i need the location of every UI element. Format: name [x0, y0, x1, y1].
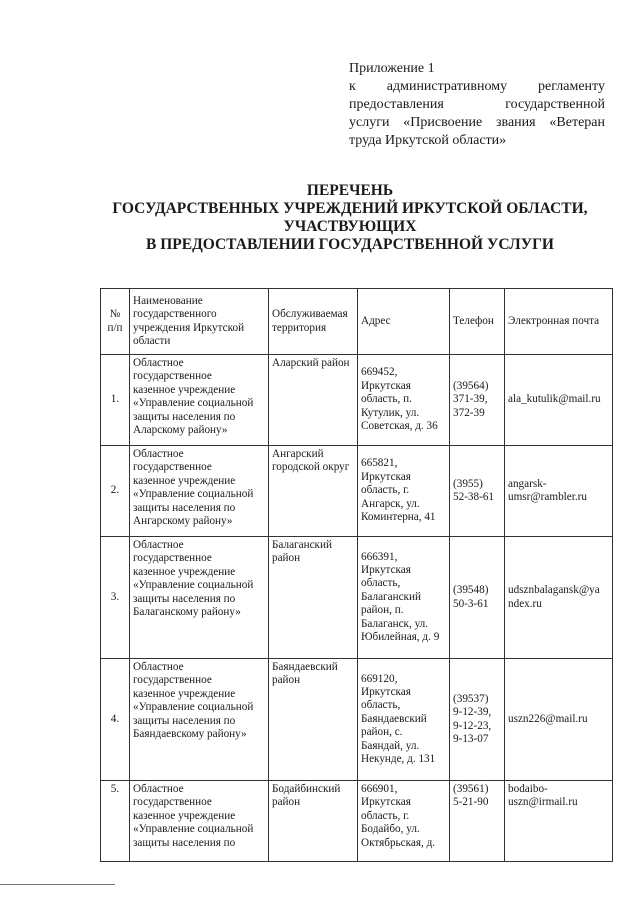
cell-text-line: Областное [133, 448, 184, 460]
cell-email [505, 781, 613, 862]
cell-text-line: государственное [133, 674, 212, 687]
cell-number: 5. [101, 781, 130, 862]
cell-text-line: Иркутская [361, 470, 411, 483]
cell-text-line: 372-39 [453, 406, 485, 419]
document-title [60, 182, 640, 254]
cell-territory [269, 446, 358, 537]
header-email [505, 289, 613, 355]
cell-text-line: umsr@rambler.ru [508, 491, 587, 503]
cell-text-line: Областное [133, 661, 184, 673]
cell-text-line: Ангарск, ул. [361, 497, 420, 510]
cell-text-line: район, п. [361, 604, 404, 617]
header-text-line: № [109, 308, 121, 321]
cell-text-line: Некунде, д. 131 [361, 753, 436, 766]
cell-text-line: Баяндаевскому району» [133, 728, 247, 741]
cell-text-line: (39561) [453, 783, 489, 795]
title-line: ГОСУДАРСТВЕННЫХ УЧРЕЖДЕНИЙ ИРКУТСКОЙ ОБЛАСТИ, [112, 200, 588, 217]
cell-text-line: Балаганский [361, 590, 421, 603]
appendix-line: Приложение 1 [349, 61, 435, 76]
cell-text-line: 9-13-07 [453, 732, 489, 745]
cell-text-line: Аларскому району» [133, 424, 228, 437]
cell-text-line: (39564) [453, 379, 489, 392]
cell-text-line: 666391, [361, 550, 398, 563]
cell-text-line: городской округ [272, 461, 350, 474]
cell-text-line: Советская, д. 36 [361, 420, 438, 433]
cell-text-line: защиты населения по [133, 836, 236, 849]
cell-address [358, 537, 450, 659]
appendix-line: к административному регламенту [349, 79, 605, 94]
cell-address [358, 659, 450, 781]
cell-text-line: Бодайбо, ул. [361, 823, 420, 836]
cell-text-line: казенное учреждение [133, 474, 236, 487]
cell-text-line: казенное учреждение [133, 809, 236, 822]
cell-text-line: ndex.ru [508, 597, 542, 610]
cell-text-line: Иркутская [361, 563, 411, 576]
header-territory [269, 289, 358, 355]
table-row [101, 781, 613, 862]
cell-number: 3. [101, 537, 130, 659]
header-text-line: Обслуживаемая [272, 308, 348, 321]
cell-phone [450, 355, 505, 446]
cell-text-line: «Управление социальной [133, 579, 254, 592]
appendix-note [349, 60, 605, 150]
cell-phone [450, 537, 505, 659]
cell-text-line: Октябрьская, д. [361, 836, 436, 849]
cell-text-line: 666901, [361, 783, 398, 795]
table-row [101, 537, 613, 659]
cell-territory [269, 781, 358, 862]
cell-text-line: bodaibo- [508, 783, 548, 795]
header-text-line: государственного [133, 308, 217, 321]
cell-email [505, 446, 613, 537]
header-text-line: Адрес [361, 314, 391, 327]
cell-text-line: 9-12-23, [453, 719, 492, 732]
appendix-line: труда Иркутской области» [349, 133, 507, 148]
cell-text-line: защиты населения по [133, 410, 236, 423]
cell-text-line: район, с. [361, 726, 403, 739]
cell-text-line: защиты населения по [133, 714, 236, 727]
cell-territory [269, 659, 358, 781]
cell-number: 4. [101, 659, 130, 781]
cell-text-line: Областное [133, 783, 184, 795]
cell-text-line: 669452, [361, 366, 398, 379]
cell-address [358, 781, 450, 862]
cell-text-line: «Управление социальной [133, 701, 254, 714]
cell-text-line: Балаганский [272, 539, 332, 551]
cell-institution-name [130, 446, 269, 537]
header-text-line: области [133, 334, 171, 347]
cell-text-line: область, п. [361, 393, 412, 406]
cell-text-line: казенное учреждение [133, 565, 236, 578]
cell-text-line: государственное [133, 552, 212, 565]
cell-text-line: Баяндаевский [361, 712, 427, 725]
cell-text-line: государственное [133, 796, 212, 809]
cell-text-line: государственное [133, 370, 212, 383]
cell-text-line: angarsk- [508, 477, 547, 490]
header-address [358, 289, 450, 355]
cell-text-line: Бодайбинский [272, 783, 341, 795]
cell-institution-name [130, 781, 269, 862]
cell-text-line: 9-12-39, [453, 706, 492, 719]
cell-text-line: Коминтерна, 41 [361, 511, 436, 524]
cell-text-line: (39537) [453, 692, 489, 705]
cell-territory [269, 355, 358, 446]
cell-text-line: казенное учреждение [133, 687, 236, 700]
cell-phone [450, 446, 505, 537]
page-footer-line [0, 884, 115, 885]
header-text-line: Наименование [133, 294, 203, 307]
cell-text-line: uszn226@mail.ru [508, 712, 588, 725]
cell-text-line: район [272, 552, 301, 565]
cell-text-line: Юбилейная, д. 9 [361, 631, 440, 644]
cell-text-line: область, г. [361, 484, 410, 497]
cell-text-line: район [272, 796, 301, 809]
cell-text-line: «Управление социальной [133, 488, 254, 501]
title-line: В ПРЕДОСТАВЛЕНИИ ГОСУДАРСТВЕННОЙ УСЛУГИ [146, 236, 554, 253]
header-text-line: Электронная почта [508, 314, 600, 327]
cell-text-line: Областное [133, 539, 184, 551]
cell-text-line: Областное [133, 357, 184, 369]
cell-text-line: Ангарскому району» [133, 515, 233, 528]
cell-email [505, 355, 613, 446]
cell-text-line: государственное [133, 461, 212, 474]
header-text-line: Телефон [453, 314, 494, 327]
header-phone [450, 289, 505, 355]
cell-text-line: казенное учреждение [133, 383, 236, 396]
cell-text-line: 50-3-61 [453, 597, 489, 610]
cell-text-line: (39548) [453, 584, 489, 597]
cell-institution-name [130, 659, 269, 781]
cell-text-line: Иркутская [361, 379, 411, 392]
cell-text-line: Иркутская [361, 796, 411, 809]
cell-text-line: Балаганскому району» [133, 606, 241, 619]
cell-text-line: ala_kutulik@mail.ru [508, 393, 601, 406]
cell-text-line: район [272, 674, 301, 687]
header-number [101, 289, 130, 355]
cell-text-line: 52-38-61 [453, 491, 495, 503]
cell-text-line: 669120, [361, 672, 398, 685]
header-text-line: учреждения Иркутской [133, 321, 245, 334]
title-line: УЧАСТВУЮЩИХ [283, 218, 417, 235]
cell-text-line: Кутулик, ул. [361, 406, 420, 419]
cell-text-line: Иркутская [361, 685, 411, 698]
cell-text-line: 371-39, [453, 393, 488, 406]
appendix-line: услуги «Присвоение звания «Ветеран [349, 115, 605, 130]
cell-email [505, 659, 613, 781]
cell-text-line: область, [361, 577, 401, 590]
institutions-table [100, 288, 613, 862]
cell-phone [450, 781, 505, 862]
header-name [130, 289, 269, 355]
table-row [101, 659, 613, 781]
cell-text-line: (3955) [453, 477, 483, 490]
appendix-line: предоставления государственной [349, 97, 605, 112]
cell-territory [269, 537, 358, 659]
cell-institution-name [130, 537, 269, 659]
cell-text-line: 5-21-90 [453, 796, 489, 809]
table-row [101, 446, 613, 537]
header-text-line: п/п [107, 321, 123, 334]
cell-text-line: область, [361, 699, 401, 712]
cell-text-line: udsznbalagansk@ya [508, 584, 600, 597]
cell-text-line: Аларский район [272, 357, 350, 369]
cell-text-line: Баяндай, ул. [361, 739, 420, 752]
table-row [101, 355, 613, 446]
cell-text-line: Баяндаевский [272, 661, 338, 673]
cell-text-line: Балаганск, ул. [361, 617, 429, 630]
cell-institution-name [130, 355, 269, 446]
title-line: ПЕРЕЧЕНЬ [306, 182, 394, 199]
table-header-row [101, 289, 613, 355]
cell-address [358, 446, 450, 537]
cell-text-line: «Управление социальной [133, 397, 254, 410]
cell-text-line: «Управление социальной [133, 823, 254, 836]
cell-address [358, 355, 450, 446]
header-text-line: территория [272, 321, 327, 334]
cell-text-line: 665821, [361, 457, 398, 470]
cell-number: 1. [101, 355, 130, 446]
cell-text-line: Ангарский [272, 448, 324, 460]
cell-number: 2. [101, 446, 130, 537]
cell-text-line: область, г. [361, 809, 410, 822]
cell-phone [450, 659, 505, 781]
cell-text-line: защиты населения по [133, 592, 236, 605]
cell-text-line: uszn@irmail.ru [508, 796, 578, 809]
cell-email [505, 537, 613, 659]
cell-text-line: защиты населения по [133, 501, 236, 514]
